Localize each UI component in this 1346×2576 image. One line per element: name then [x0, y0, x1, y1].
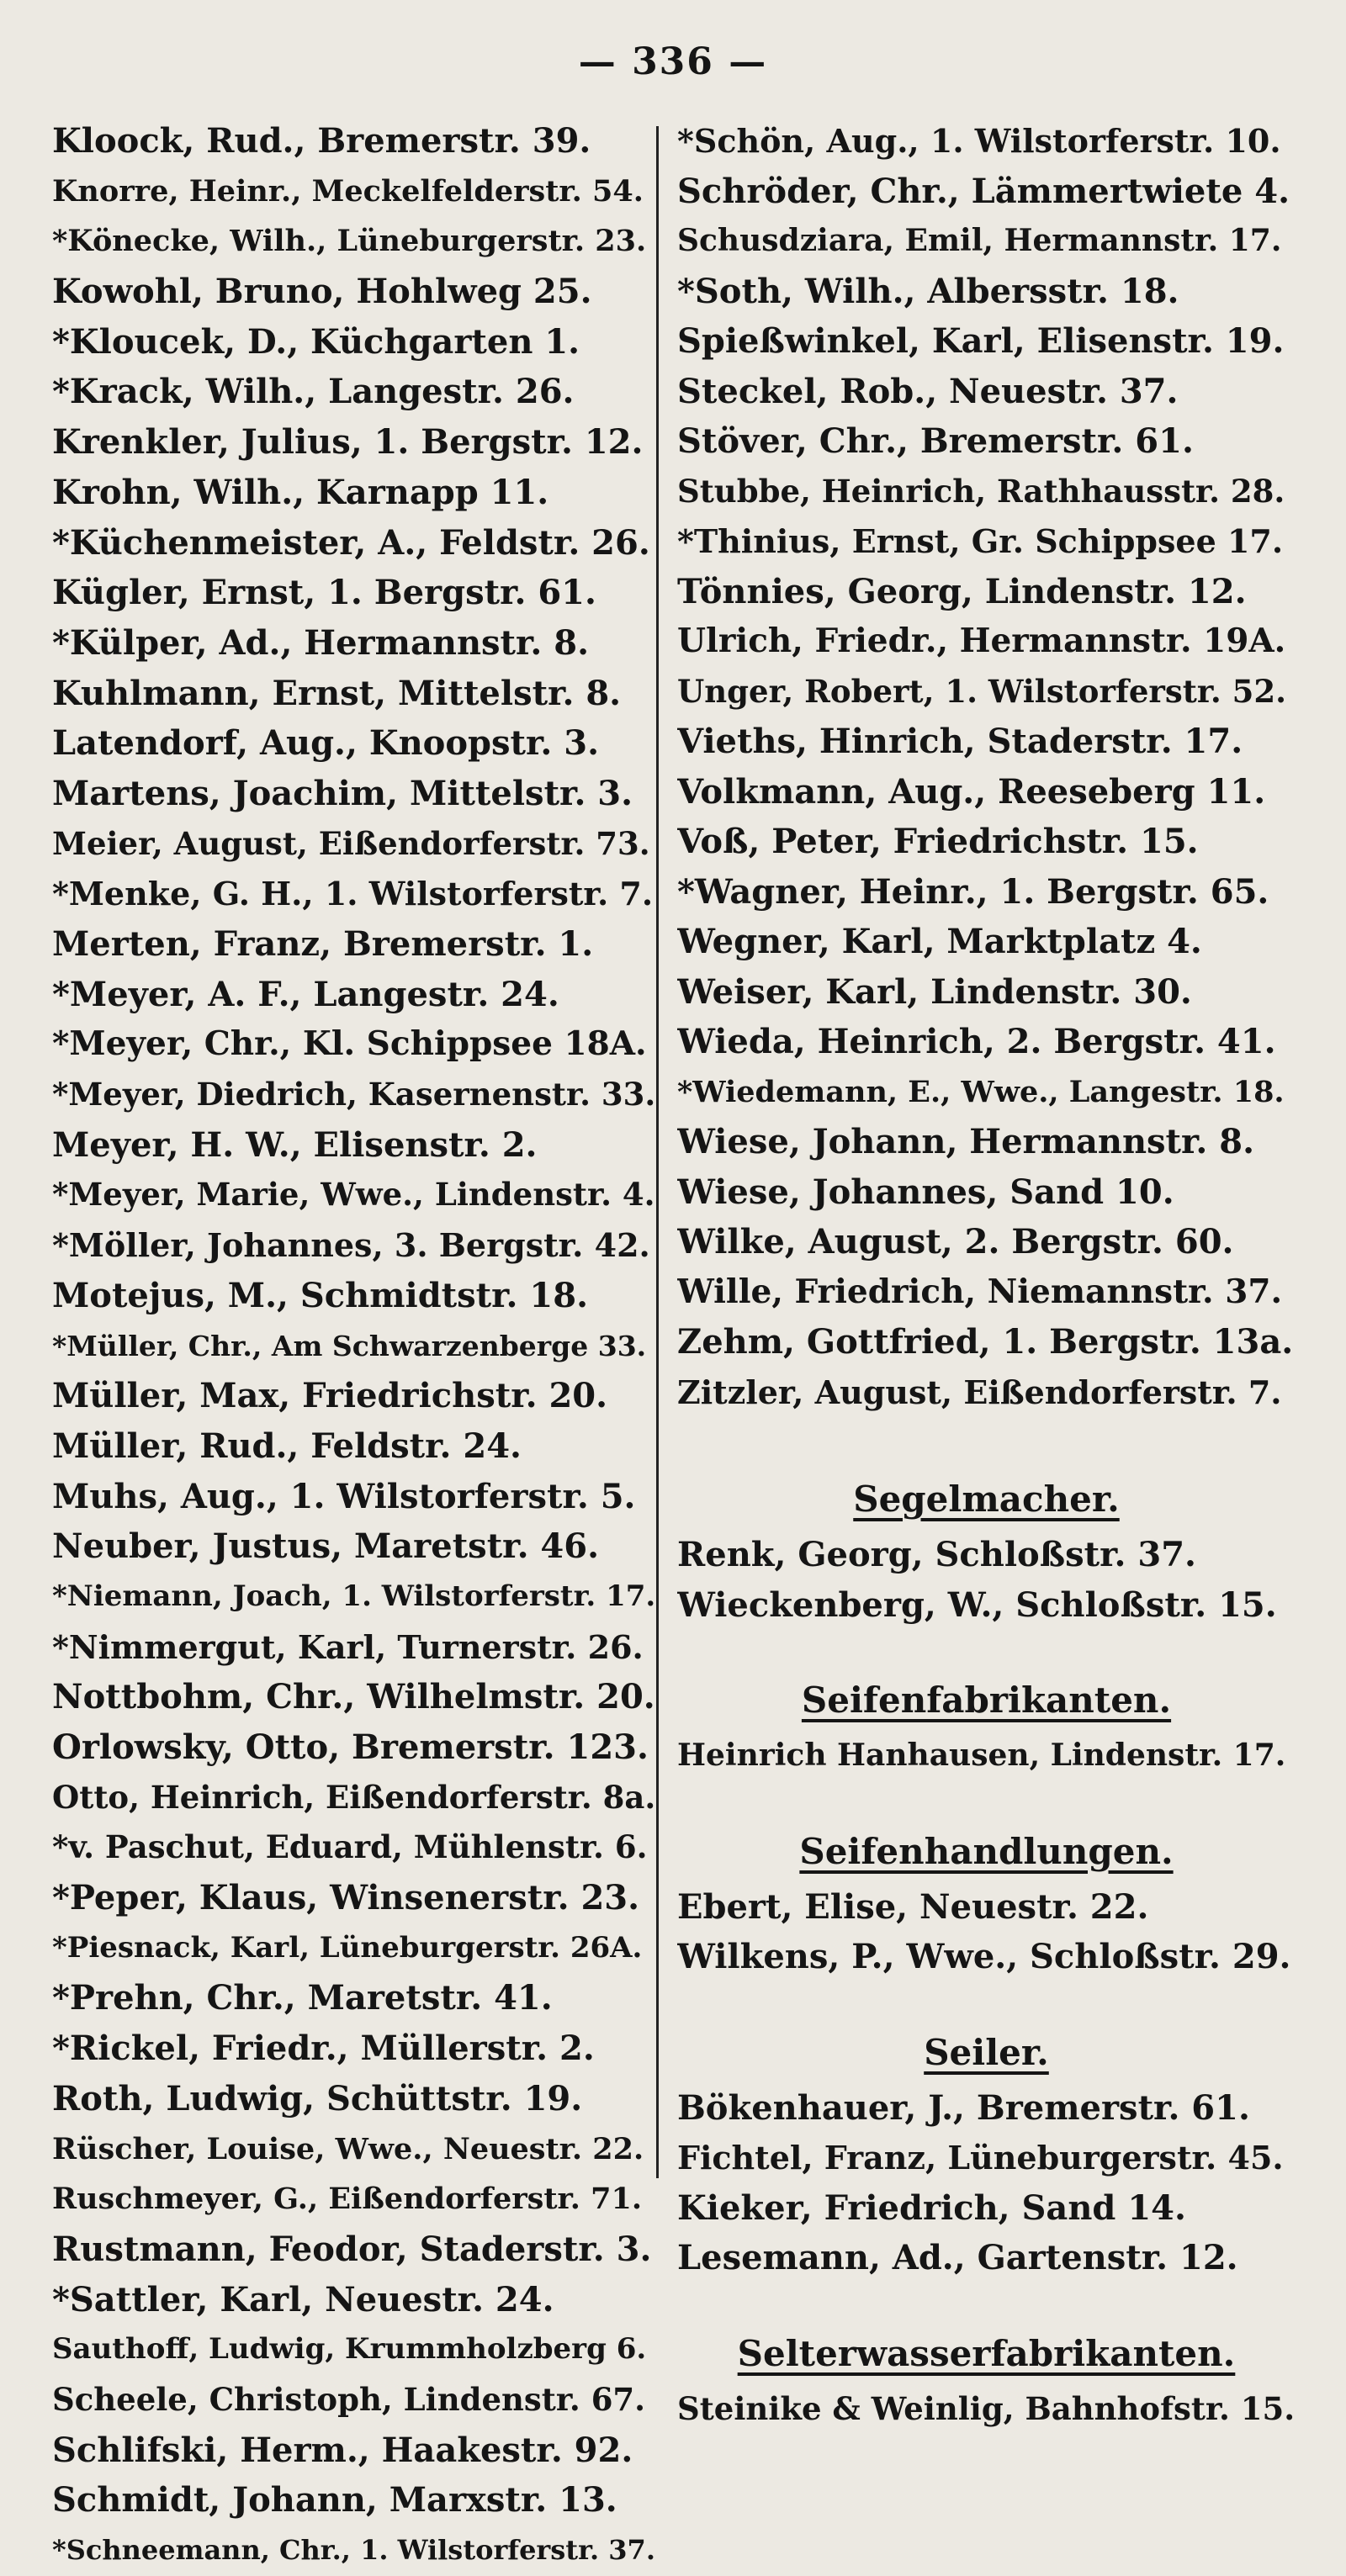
trade-section: [677, 1417, 1296, 1630]
section-heading: Segelmacher.: [853, 1478, 1120, 1520]
directory-entry: *Meyer, Marie, Wwe., Lindenstr. 4.: [52, 1176, 655, 1214]
directory-entry: Latendorf, Aug., Knoopstr. 3.: [52, 723, 599, 764]
directory-entry: Zitzler, August, Eißendorferstr. 7.: [677, 1373, 1282, 1411]
directory-entry: *Nimmergut, Karl, Turnerstr. 26.: [52, 1627, 644, 1666]
directory-entry: *Thinius, Ernst, Gr. Schippsee 17.: [677, 522, 1284, 560]
directory-entry: Kuhlmann, Ernst, Mittelstr. 8.: [52, 673, 622, 713]
directory-entry: Vieths, Hinrich, Staderstr. 17.: [677, 722, 1243, 761]
directory-entry: Fichtel, Franz, Lüneburgerstr. 45.: [677, 2139, 1284, 2177]
directory-entry: Ruschmeyer, G., Eißendorferstr. 71.: [52, 2182, 643, 2217]
page-number: — 336 —: [578, 40, 768, 83]
directory-entry: *Krack, Wilh., Langestr. 26.: [52, 372, 575, 412]
directory-entry: Otto, Heinrich, Eißendorferstr. 8a.: [52, 1778, 656, 1816]
directory-entry: Kowohl, Bruno, Hohlweg 25.: [52, 272, 592, 312]
directory-entry: Tönnies, Georg, Lindenstr. 12.: [677, 571, 1247, 611]
directory-entry: Steckel, Rob., Neuestr. 37.: [677, 371, 1179, 411]
directory-entry: Motejus, M., Schmidtstr. 18.: [52, 1275, 588, 1315]
section-heading: Seifenfabrikanten.: [801, 1679, 1172, 1721]
directory-entry: Lesemann, Ad., Gartenstr. 12.: [677, 2238, 1238, 2277]
directory-entry: *Wagner, Heinr., 1. Bergstr. 65.: [677, 871, 1269, 912]
directory-entry: Roth, Ludwig, Schüttstr. 19.: [52, 2078, 583, 2118]
directory-entry: Steinike & Weinlig, Bahnhofstr. 15.: [677, 2389, 1296, 2427]
directory-entry: Unger, Robert, 1. Wilstorferstr. 52.: [677, 672, 1287, 710]
directory-entry: Nottbohm, Chr., Wilhelmstr. 20.: [52, 1677, 655, 1717]
directory-entry: Müller, Rud., Feldstr. 24.: [52, 1426, 522, 1466]
directory-entry: *Möller, Johannes, 3. Bergstr. 42.: [52, 1226, 650, 1265]
directory-entry: Wieckenberg, W., Schloßstr. 15.: [677, 1584, 1277, 1625]
directory-entry: Wille, Friedrich, Niemannstr. 37.: [677, 1272, 1283, 1311]
directory-entry: Kloock, Rud., Bremerstr. 39.: [52, 121, 591, 161]
directory-entry: *Müller, Chr., Am Schwarzenberge 33.: [52, 1329, 647, 1362]
directory-entry: Wiese, Johann, Hermannstr. 8.: [677, 1122, 1255, 1161]
directory-entry: Volkmann, Aug., Reeseberg 11.: [677, 771, 1266, 812]
section-heading: Seiler.: [924, 2031, 1049, 2073]
section-heading: Selterwasserfabrikanten.: [737, 2332, 1236, 2374]
directory-entry: Spießwinkel, Karl, Elisenstr. 19.: [677, 321, 1285, 361]
directory-entry: Kügler, Ernst, 1. Bergstr. 61.: [52, 573, 596, 613]
trade-section: [677, 1982, 1296, 2283]
section-spacer: [677, 1781, 1296, 1822]
directory-entry: *Meyer, A. F., Langestr. 24.: [52, 974, 559, 1014]
directory-entry: *Soth, Wilh., Albersstr. 18.: [677, 271, 1179, 311]
directory-entry: Müller, Max, Friedrichstr. 20.: [52, 1376, 608, 1416]
directory-entry: Meier, August, Eißendorferstr. 73.: [52, 824, 650, 862]
directory-entry: Wilkens, P., Wwe., Schloßstr. 29.: [677, 1937, 1291, 1976]
trade-section: [677, 2283, 1296, 2435]
directory-entry: Ebert, Elise, Neuestr. 22.: [677, 1886, 1149, 1927]
directory-entry: Bökenhauer, J., Bremerstr. 61.: [677, 2087, 1250, 2128]
directory-entry: *Külper, Ad., Hermannstr. 8.: [52, 622, 590, 663]
directory-entry: Wiese, Johannes, Sand 10.: [677, 1172, 1174, 1212]
directory-entry: *Piesnack, Karl, Lüneburgerstr. 26A.: [52, 1930, 643, 1965]
directory-entry: Wilke, August, 2. Bergstr. 60.: [677, 1222, 1234, 1262]
directory-entry: *Menke, G. H., 1. Wilstorferstr. 7.: [52, 875, 654, 913]
section-spacer: [677, 2283, 1296, 2324]
directory-entry: Schmidt, Johann, Marxstr. 13.: [52, 2480, 617, 2520]
section-spacer: [677, 1417, 1296, 1469]
directory-entry: *Peper, Klaus, Winsenerstr. 23.: [52, 1878, 640, 1918]
directory-entry: Meyer, H. W., Elisenstr. 2.: [52, 1124, 538, 1165]
directory-entry: *Sattler, Karl, Neuestr. 24.: [52, 2279, 554, 2319]
directory-entry: *Schön, Aug., 1. Wilstorferstr. 10.: [677, 122, 1281, 160]
directory-entry: *Meyer, Diedrich, Kasernenstr. 33.: [52, 1076, 656, 1113]
section-spacer: [677, 1630, 1296, 1670]
directory-entry: Wegner, Karl, Marktplatz 4.: [677, 922, 1202, 961]
directory-entry: Krohn, Wilh., Karnapp 11.: [52, 472, 549, 512]
directory-entry: Weiser, Karl, Lindenstr. 30.: [677, 971, 1192, 1012]
trade-section: [677, 1781, 1296, 1982]
directory-entry: Stubbe, Heinrich, Rathhausstr. 28.: [677, 472, 1285, 510]
trade-sections: [677, 1417, 1296, 2434]
directory-entry: Ulrich, Friedr., Hermannstr. 19A.: [677, 622, 1286, 660]
section-heading: Seifenhandlungen.: [799, 1830, 1174, 1872]
directory-entry: *v. Paschut, Eduard, Mühlenstr. 6.: [52, 1828, 648, 1866]
directory-entry: *Wiedemann, E., Wwe., Langestr. 18.: [677, 1074, 1285, 1109]
directory-entry: *Schneemann, Chr., 1. Wilstorferstr. 37.: [52, 2534, 655, 2566]
directory-entry: Merten, Franz, Bremerstr. 1.: [52, 924, 594, 964]
directory-entry: Muhs, Aug., 1. Wilstorferstr. 5.: [52, 1476, 636, 1516]
section-spacer: [677, 1982, 1296, 2023]
trade-section: [677, 1630, 1296, 1781]
directory-entry: Voß, Peter, Friedrichstr. 15.: [677, 822, 1199, 861]
directory-entry: *Meyer, Chr., Kl. Schippsee 18A.: [52, 1024, 647, 1064]
directory-entry: Renk, Georg, Schloßstr. 37.: [677, 1535, 1196, 1574]
directory-entry: *Rickel, Friedr., Müllerstr. 2.: [52, 2029, 595, 2069]
directory-entry: *Küchenmeister, A., Feldstr. 26.: [52, 522, 650, 563]
directory-entry: Heinrich Hanhausen, Lindenstr. 17.: [677, 1738, 1286, 1773]
directory-entry: Kieker, Friedrich, Sand 14.: [677, 2187, 1186, 2228]
directory-entry: *Prehn, Chr., Maretstr. 41.: [52, 1978, 553, 2018]
directory-entry: Martens, Joachim, Mittelstr. 3.: [52, 773, 633, 813]
right-entries: [677, 116, 1296, 1417]
right-column: [677, 116, 1296, 2434]
directory-entry: Stöver, Chr., Bremerstr. 61.: [677, 421, 1194, 461]
directory-entry: Sauthoff, Ludwig, Krummholzberg 6.: [52, 2332, 647, 2367]
directory-entry: Krenkler, Julius, 1. Bergstr. 12.: [52, 422, 644, 463]
directory-entry: Schusdziara, Emil, Hermannstr. 17.: [677, 223, 1282, 258]
directory-entry: *Kloucek, D., Küchgarten 1.: [52, 321, 580, 362]
directory-entry: Knorre, Heinr., Meckelfelderstr. 54.: [52, 173, 644, 209]
directory-entry: Rüscher, Louise, Wwe., Neuestr. 22.: [52, 2131, 644, 2166]
directory-entry: Orlowsky, Otto, Bremerstr. 123.: [52, 1727, 649, 1767]
left-column: [52, 116, 658, 2576]
directory-entry: Zehm, Gottfried, 1. Bergstr. 13a.: [677, 1322, 1294, 1362]
directory-entry: Wieda, Heinrich, 2. Bergstr. 41.: [677, 1022, 1276, 1061]
directory-entry: Rustmann, Feodor, Staderstr. 3.: [52, 2229, 652, 2269]
directory-entry: Neuber, Justus, Maretstr. 46.: [52, 1526, 600, 1567]
directory-entry: *Könecke, Wilh., Lüneburgerstr. 23.: [52, 224, 647, 259]
directory-entry: Schlifski, Herm., Haakestr. 92.: [52, 2430, 633, 2470]
directory-entry: *Niemann, Joach, 1. Wilstorferstr. 17.: [52, 1579, 656, 1613]
directory-entry: Scheele, Christoph, Lindenstr. 67.: [52, 2380, 646, 2418]
directory-entry: Schröder, Chr., Lämmertwiete 4.: [677, 171, 1290, 211]
